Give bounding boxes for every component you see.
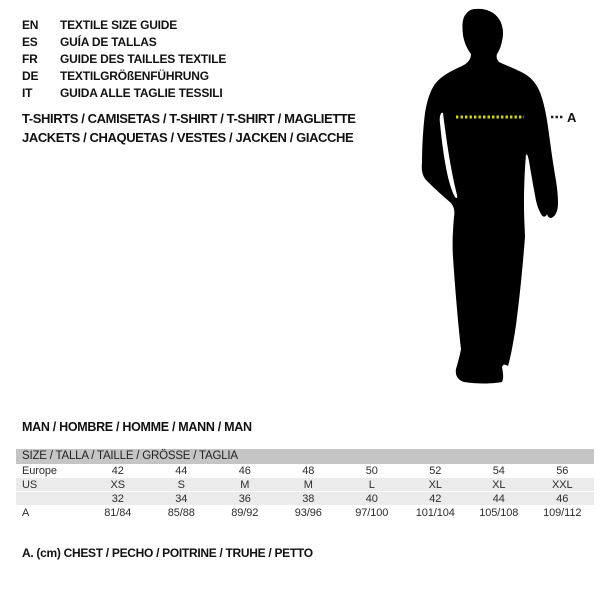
language-label: GUIDE DES TAILLES TEXTILE [60, 52, 227, 66]
size-cell: M [240, 479, 250, 491]
size-table-header: SIZE / TALLA / TAILLE / GRÖSSE / TAGLIA [16, 449, 594, 464]
size-cell: 101/104 [415, 507, 455, 519]
size-table [16, 449, 594, 520]
size-cell: 56 [556, 465, 569, 477]
size-cell: XS [110, 479, 125, 491]
category-list [22, 109, 356, 147]
language-code: EN [22, 18, 39, 32]
size-cell: L [368, 479, 375, 491]
size-cell: 89/92 [231, 507, 259, 519]
size-cell: 54 [492, 465, 505, 477]
size-cell: 50 [365, 465, 378, 477]
language-code: DE [22, 69, 39, 83]
size-cell: 34 [175, 493, 188, 505]
language-row [22, 68, 226, 85]
man-silhouette [422, 9, 558, 384]
language-code: IT [22, 86, 33, 100]
table-row [16, 464, 594, 478]
language-label: GUIDA ALLE TAGLIE TESSILI [60, 86, 223, 100]
footnote: A. (cm) CHEST / PECHO / POITRINE / TRUHE / PETTO [22, 546, 313, 560]
size-cell: 105/108 [479, 507, 519, 519]
size-cell: 81/84 [104, 507, 132, 519]
size-cell: 93/96 [294, 507, 322, 519]
category-line: JACKETS / CHAQUETAS / VESTES / JACKEN / GIACCHE [22, 130, 354, 145]
size-cell: 46 [238, 465, 251, 477]
size-cell: 36 [238, 493, 251, 505]
size-cell: 38 [302, 493, 315, 505]
size-cell: 109/112 [543, 507, 582, 519]
table-row [16, 492, 594, 506]
language-label: TEXTILGRÖßENFÜHRUNG [60, 69, 209, 83]
table-row [16, 478, 594, 492]
size-cell: 42 [429, 493, 442, 505]
language-code: FR [22, 52, 38, 66]
size-cell: 32 [111, 493, 124, 505]
size-cell: XL [428, 479, 442, 491]
language-label: GUÍA DE TALLAS [60, 35, 157, 49]
language-row [22, 17, 226, 34]
language-row [22, 34, 226, 51]
size-cell: XXL [552, 479, 573, 491]
size-cell: 46 [556, 493, 569, 505]
language-list [22, 17, 226, 102]
measure-label: A [567, 110, 577, 125]
row-label: Europe [22, 465, 57, 477]
table-row [16, 506, 594, 520]
man-figure [410, 5, 582, 389]
size-cell: S [177, 479, 185, 491]
size-cell: XL [492, 479, 506, 491]
language-row [22, 51, 226, 68]
row-label: A [22, 507, 30, 519]
section-title: MAN / HOMBRE / HOMME / MANN / MAN [22, 420, 252, 434]
size-cell: 44 [492, 493, 505, 505]
size-cell: 48 [302, 465, 315, 477]
size-cell: 52 [429, 465, 442, 477]
row-label: US [22, 479, 38, 491]
size-cell: 42 [111, 465, 124, 477]
language-label: TEXTILE SIZE GUIDE [60, 18, 178, 32]
size-cell: M [303, 479, 313, 491]
size-table-body [16, 464, 594, 520]
language-row [22, 85, 226, 102]
language-code: ES [22, 35, 38, 49]
size-cell: 40 [365, 493, 378, 505]
category-line: T-SHIRTS / CAMISETAS / T-SHIRT / T-SHIRT / MAGLIETTE [22, 111, 356, 126]
row-label [16, 492, 86, 505]
size-cell: 44 [175, 465, 188, 477]
size-cell: 97/100 [355, 507, 389, 519]
size-cell: 85/88 [167, 507, 195, 519]
